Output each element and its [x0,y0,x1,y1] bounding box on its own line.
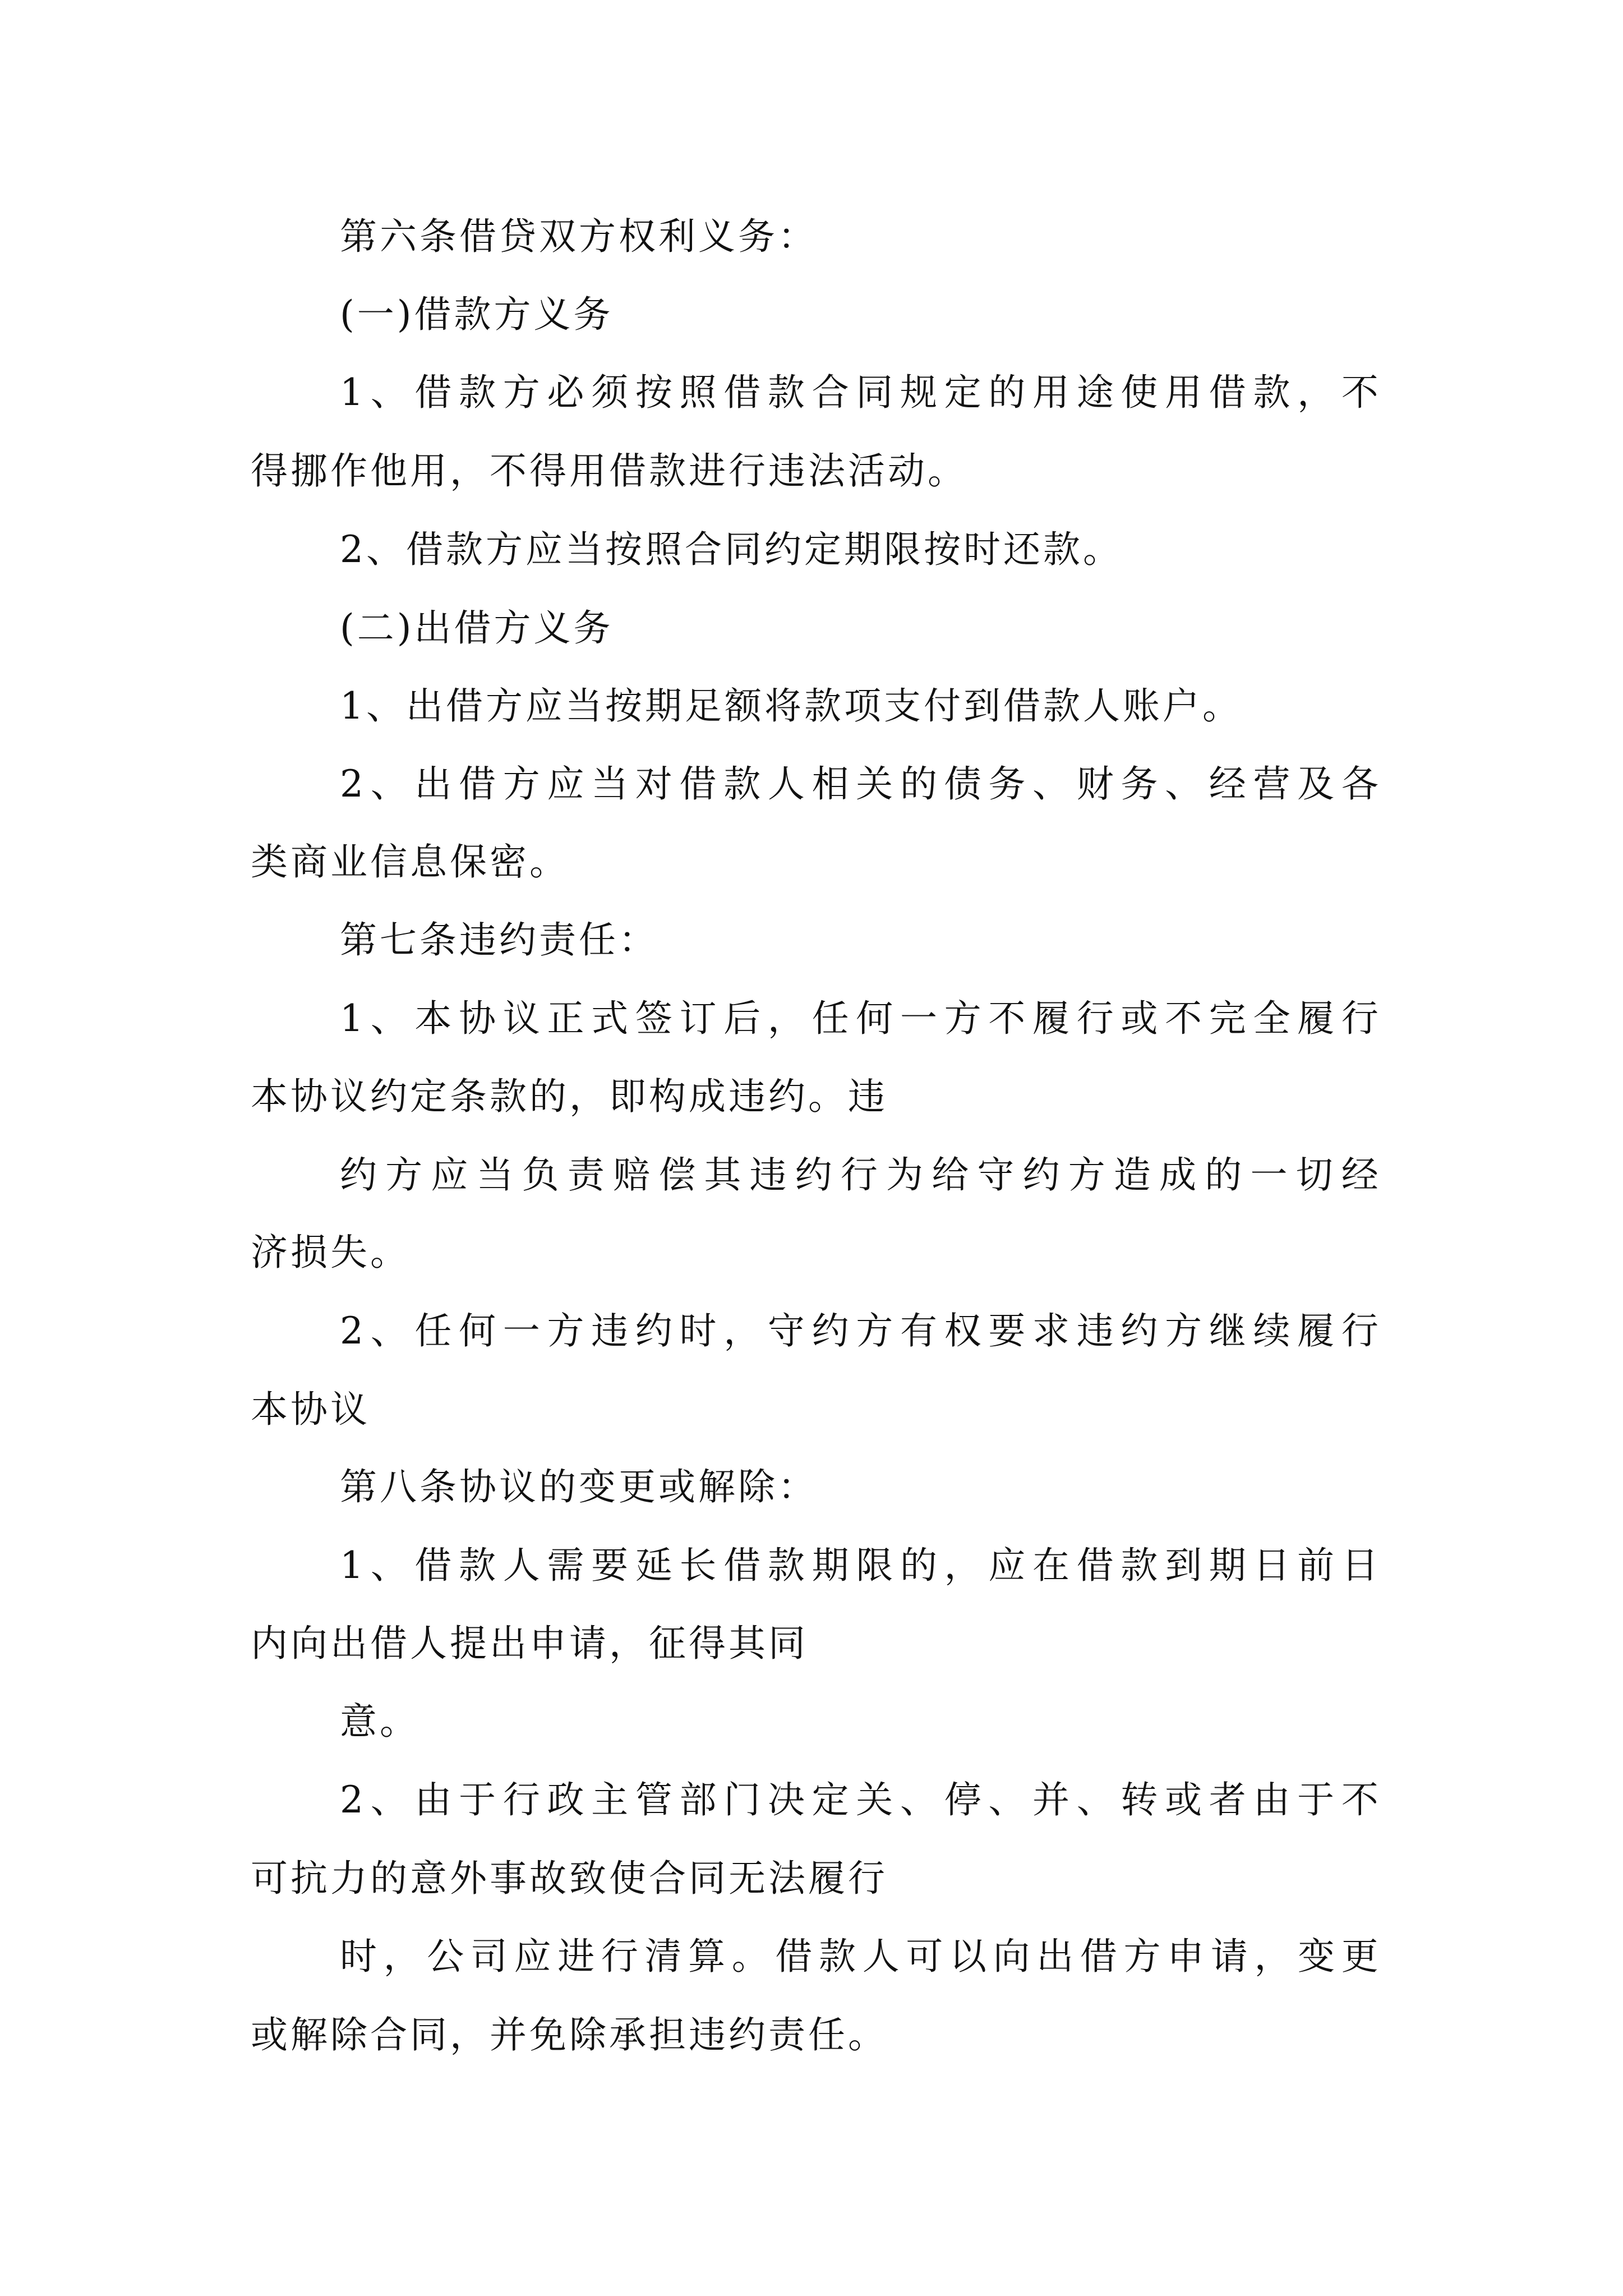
paragraph-line: 2 、 由 于 行 政 主 管 部 门 决 定 关 、 停 、 并 、 转 或 者 由 于 不 [340,1778,1378,1821]
paragraph-line: 1 、 借 款 人 需 要 延 长 借 款 期 限 的 ， 应 在 借 款 到 期 日 前 日 [340,1544,1378,1587]
paragraph-line: 2 、 出 借 方 应 当 对 借 款 人 相 关 的 债 务 、 财 务 、 经 营 及 各 [340,762,1378,806]
paragraph-line: 约 方 应 当 负 责 赔 偿 其 违 约 行 为 给 守 约 方 造 成 的 一 切 经 [340,1153,1378,1197]
paragraph-line: 1 、 借 款 方 必 须 按 照 借 款 合 同 规 定 的 用 途 使 用 借 款 ， 不 [340,371,1378,414]
paragraph-line: 得挪作他用，不得用借款进行违法活动。 [251,449,967,493]
paragraph-line: 济损失。 [251,1231,410,1274]
section-lender-duties-heading: (二)出借方义务 [340,606,614,650]
paragraph-line: 2、借款方应当按照合同约定期限按时还款。 [340,528,1123,571]
paragraph-line: 时 ， 公 司 应 进 行 清 算 。 借 款 人 可 以 向 出 借 方 申 请 ， 变 更 [340,1935,1378,1978]
section-borrower-duties-heading: (一)借款方义务 [340,293,614,336]
paragraph-line: 2 、 任 何 一 方 违 约 时 ， 守 约 方 有 权 要 求 违 约 方 继 续 履 行 [340,1309,1378,1352]
paragraph-line: 内向出借人提出申请，征得其同 [251,1622,808,1665]
paragraph-line: 1 、 本 协 议 正 式 签 订 后 ， 任 何 一 方 不 履 行 或 不 完 全 履 行 [340,997,1378,1040]
paragraph-line: 本协议 [251,1388,370,1431]
paragraph-line: 类商业信息保密。 [251,840,569,884]
article-7-heading: 第七条违约责任： [340,918,658,961]
paragraph-line: 1、出借方应当按期足额将款项支付到借款人账户。 [340,684,1242,728]
paragraph-line: 可抗力的意外事故致使合同无法履行 [251,1857,888,1900]
paragraph-line: 或解除合同，并免除承担违约责任。 [251,2013,888,2056]
article-8-heading: 第八条协议的变更或解除： [340,1465,818,1508]
paragraph-line: 意。 [340,1700,419,1743]
article-6-heading: 第六条借贷双方权利义务： [340,215,818,258]
paragraph-line: 本协议约定条款的，即构成违约。违 [251,1075,888,1118]
